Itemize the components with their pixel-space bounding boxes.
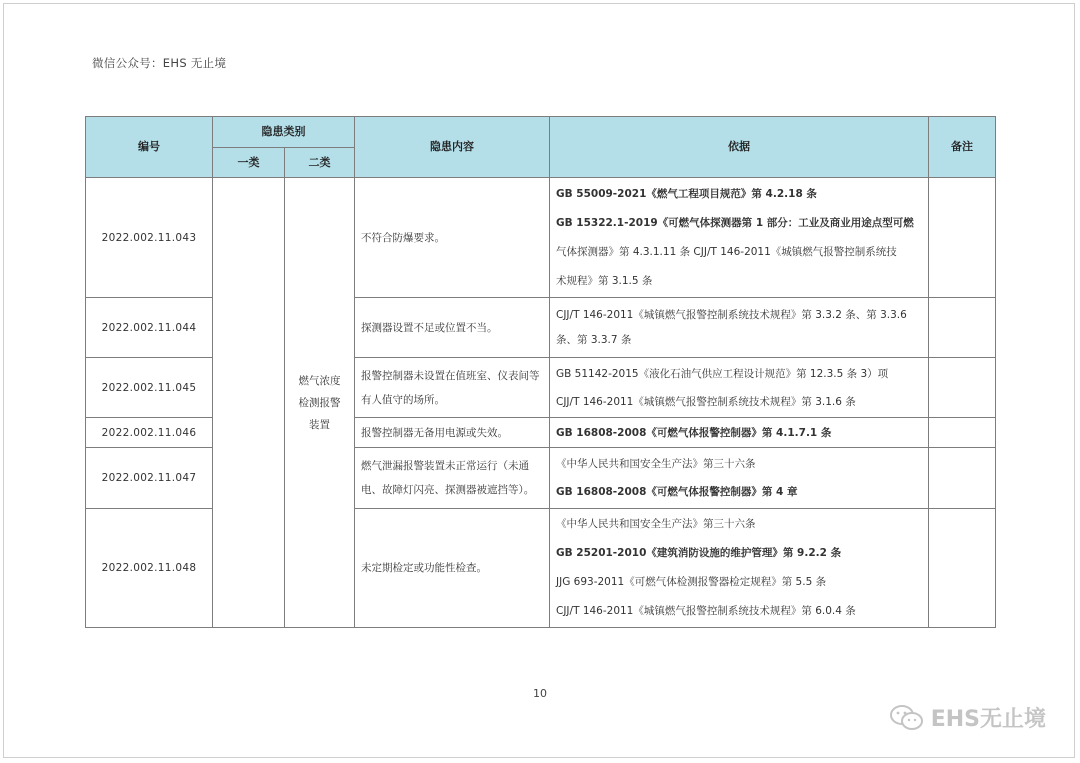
row-content: 探测器设置不足或位置不当。: [355, 298, 550, 358]
basis-line: CJJ/T 146-2011《城镇燃气报警控制系统技术规程》第 3.1.6 条: [556, 395, 856, 408]
basis-line: GB 16808-2008《可燃气体报警控制器》第 4.1.7.1 条: [556, 426, 832, 439]
row-remarks: [929, 509, 996, 628]
table-body: [86, 178, 996, 628]
header-basis: 依据: [550, 117, 929, 178]
row-remarks: [929, 448, 996, 509]
basis-line: GB 16808-2008《可燃气体报警控制器》第 4 章: [556, 486, 798, 498]
basis-line: GB 15322.1-2019《可燃气体探测器第 1 部分：工业及商业用途点型可燃: [556, 216, 914, 229]
basis-line: JJG 693-2011《可燃气体检测报警器检定规程》第 5.5 条: [556, 576, 827, 588]
category-1-cell: [213, 178, 285, 628]
basis-line: GB 55009-2021《燃气工程项目规范》第 4.2.18 条: [556, 187, 817, 200]
header-source-text: 微信公众号：EHS 无止境: [92, 56, 227, 70]
row-remarks: [929, 418, 996, 448]
row-id: 2022.002.11.043: [86, 178, 213, 298]
row-basis: [550, 448, 929, 509]
hazard-table: [85, 116, 996, 628]
row-id: 2022.002.11.045: [86, 358, 213, 418]
category-2-cell: [285, 178, 355, 628]
header-content: 隐患内容: [355, 117, 550, 178]
row-id: 2022.002.11.044: [86, 298, 213, 358]
row-remarks: [929, 298, 996, 358]
row-basis: [550, 298, 929, 358]
row-id: 2022.002.11.046: [86, 418, 213, 448]
basis-line: GB 51142-2015《液化石油气供应工程设计规范》第 12.3.5 条 3）项: [556, 367, 889, 380]
header-id: 编号: [86, 117, 213, 178]
basis-line: 《中华人民共和国安全生产法》第三十六条: [556, 518, 756, 530]
page-number: 10: [533, 687, 547, 700]
table-row: [86, 178, 996, 298]
row-remarks: [929, 358, 996, 418]
row-content: 燃气泄漏报警装置未正常运行（未通电、故障灯闪亮、探测器被遮挡等）。: [355, 448, 550, 509]
basis-line: CJJ/T 146-2011《城镇燃气报警控制系统技术规程》第 6.0.4 条: [556, 605, 856, 617]
header-category: 隐患类别: [213, 117, 355, 148]
watermark-text: EHS无止境: [930, 707, 1046, 732]
watermark: [889, 702, 1046, 733]
row-basis: [550, 178, 929, 298]
wechat-icon: [889, 704, 925, 732]
row-content: 报警控制器无备用电源或失效。: [355, 418, 550, 448]
row-id: 2022.002.11.048: [86, 509, 213, 628]
row-content: 报警控制器未设置在值班室、仪表间等有人值守的场所。: [355, 358, 550, 418]
row-content: 未定期检定或功能性检查。: [355, 509, 550, 628]
row-remarks: [929, 178, 996, 298]
basis-line: 《中华人民共和国安全生产法》第三十六条: [556, 458, 756, 470]
category-2-value: 燃气浓度检测报警装置: [298, 374, 341, 431]
basis-line: 术规程》第 3.1.5 条: [556, 274, 653, 287]
basis-line: CJJ/T 146-2011《城镇燃气报警控制系统技术规程》第 3.3.2 条、第 3.3.6: [556, 308, 907, 321]
header-remarks: 备注: [929, 117, 996, 178]
basis-line: GB 25201-2010《建筑消防设施的维护管理》第 9.2.2 条: [556, 547, 842, 559]
header-category-2: 二类: [285, 148, 355, 178]
row-content: 不符合防爆要求。: [355, 178, 550, 298]
row-basis: [550, 418, 929, 448]
header-category-1: 一类: [213, 148, 285, 178]
basis-line: 条、第 3.3.7 条: [556, 333, 632, 346]
row-basis: [550, 509, 929, 628]
row-id: 2022.002.11.047: [86, 448, 213, 509]
row-basis: [550, 358, 929, 418]
basis-line: 气体探测器》第 4.3.1.11 条 CJJ/T 146-2011《城镇燃气报警控制系统技: [556, 245, 897, 258]
